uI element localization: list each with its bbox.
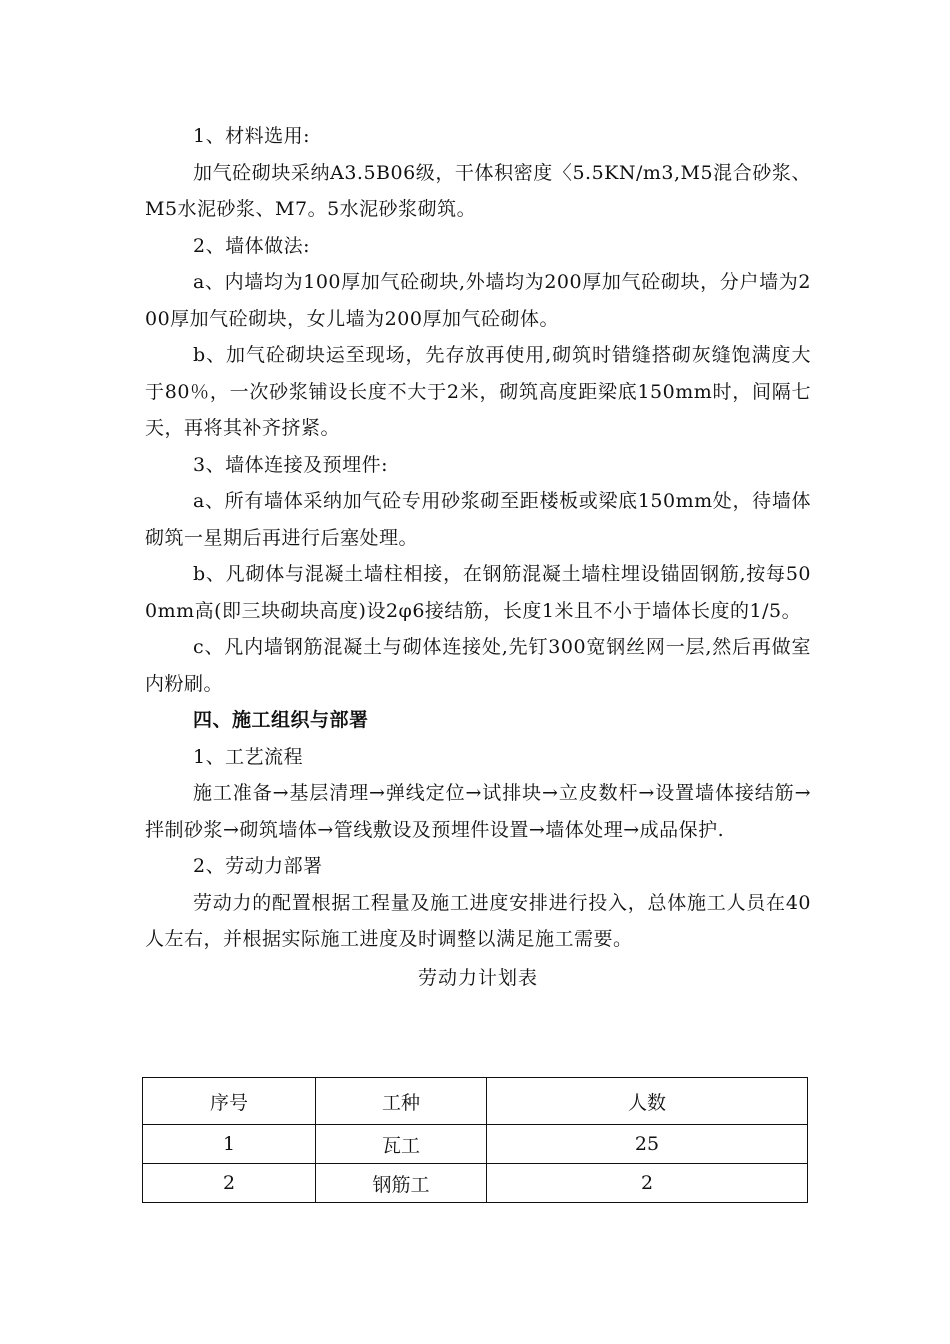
cell-number: 1 [143,1125,316,1164]
table-header-row [143,1078,808,1125]
document-body [145,118,811,1000]
paragraph-process-flow: 施工准备→基层清理→弹线定位→试排块→立皮数杆→设置墙体接结筋→拌制砂浆→砌筑墙体→管线敷设及预埋件设置→墙体处理→成品保护. [145,782,811,841]
table-row [143,1164,808,1203]
section-heading-wall-method: 2、墙体做法: [193,234,310,257]
section-heading-labor: 2、劳动力部署 [193,855,323,877]
cell-count: 2 [487,1164,808,1203]
section-heading-process: 1、工艺流程 [193,745,304,768]
header-cell-count: 人数 [487,1078,808,1125]
table-row [143,1125,808,1164]
paragraph-wall-connection-b: b、凡砌体与混凝土墙柱相接，在钢筋混凝土墙柱埋设锚固钢筋,按每500mm高(即三块砌块高度)设2φ6接结筋，长度1米且不小于墙体长度的1/5。 [145,563,811,622]
labor-plan-table [142,1077,808,1203]
header-cell-trade: 工种 [316,1078,487,1125]
section-heading-wall-connection: 3、墙体连接及预埋件: [193,453,388,476]
section-heading-materials: 1、材料选用: [193,125,310,147]
paragraph-wall-connection-a: a、所有墙体采纳加气砼专用砂浆砌至距楼板或梁底150mm处，待墙体砌筑一星期后再进行后塞处理。 [145,490,811,549]
cell-trade: 瓦工 [316,1125,487,1164]
table-title: 劳动力计划表 [417,966,538,989]
header-cell-number: 序号 [143,1078,316,1125]
cell-count: 25 [487,1125,808,1164]
chapter-heading-organization: 四、施工组织与部署 [193,709,369,731]
paragraph-wall-connection-c: c、凡内墙钢筋混凝土与砌体连接处,先钉300宽钢丝网一层,然后再做室内粉刷。 [145,636,811,695]
cell-number: 2 [143,1164,316,1203]
paragraph-labor: 劳动力的配置根据工程量及施工进度安排进行投入，总体施工人员在40人左右，并根据实际施工进度及时调整以满足施工需要。 [145,891,811,950]
cell-trade: 钢筋工 [316,1164,487,1203]
paragraph-wall-method-a: a、内墙均为100厚加气砼砌块,外墙均为200厚加气砼砌块，分户墙为200厚加气砼砌块，女儿墙为200厚加气砼砌体。 [145,271,811,330]
paragraph-materials: 加气砼砌块采纳A3.5B06级，干体积密度〈5.5KN/m3,M5混合砂浆、M5水泥砂浆、M7。5水泥砂浆砌筑。 [145,161,811,220]
paragraph-wall-method-b: b、加气砼砌块运至现场，先存放再使用,砌筑时错缝搭砌灰缝饱满度大于80％，一次砂浆铺设长度不大于2米，砌筑高度距梁底150mm时，间隔七天，再将其补齐挤紧。 [145,344,811,439]
